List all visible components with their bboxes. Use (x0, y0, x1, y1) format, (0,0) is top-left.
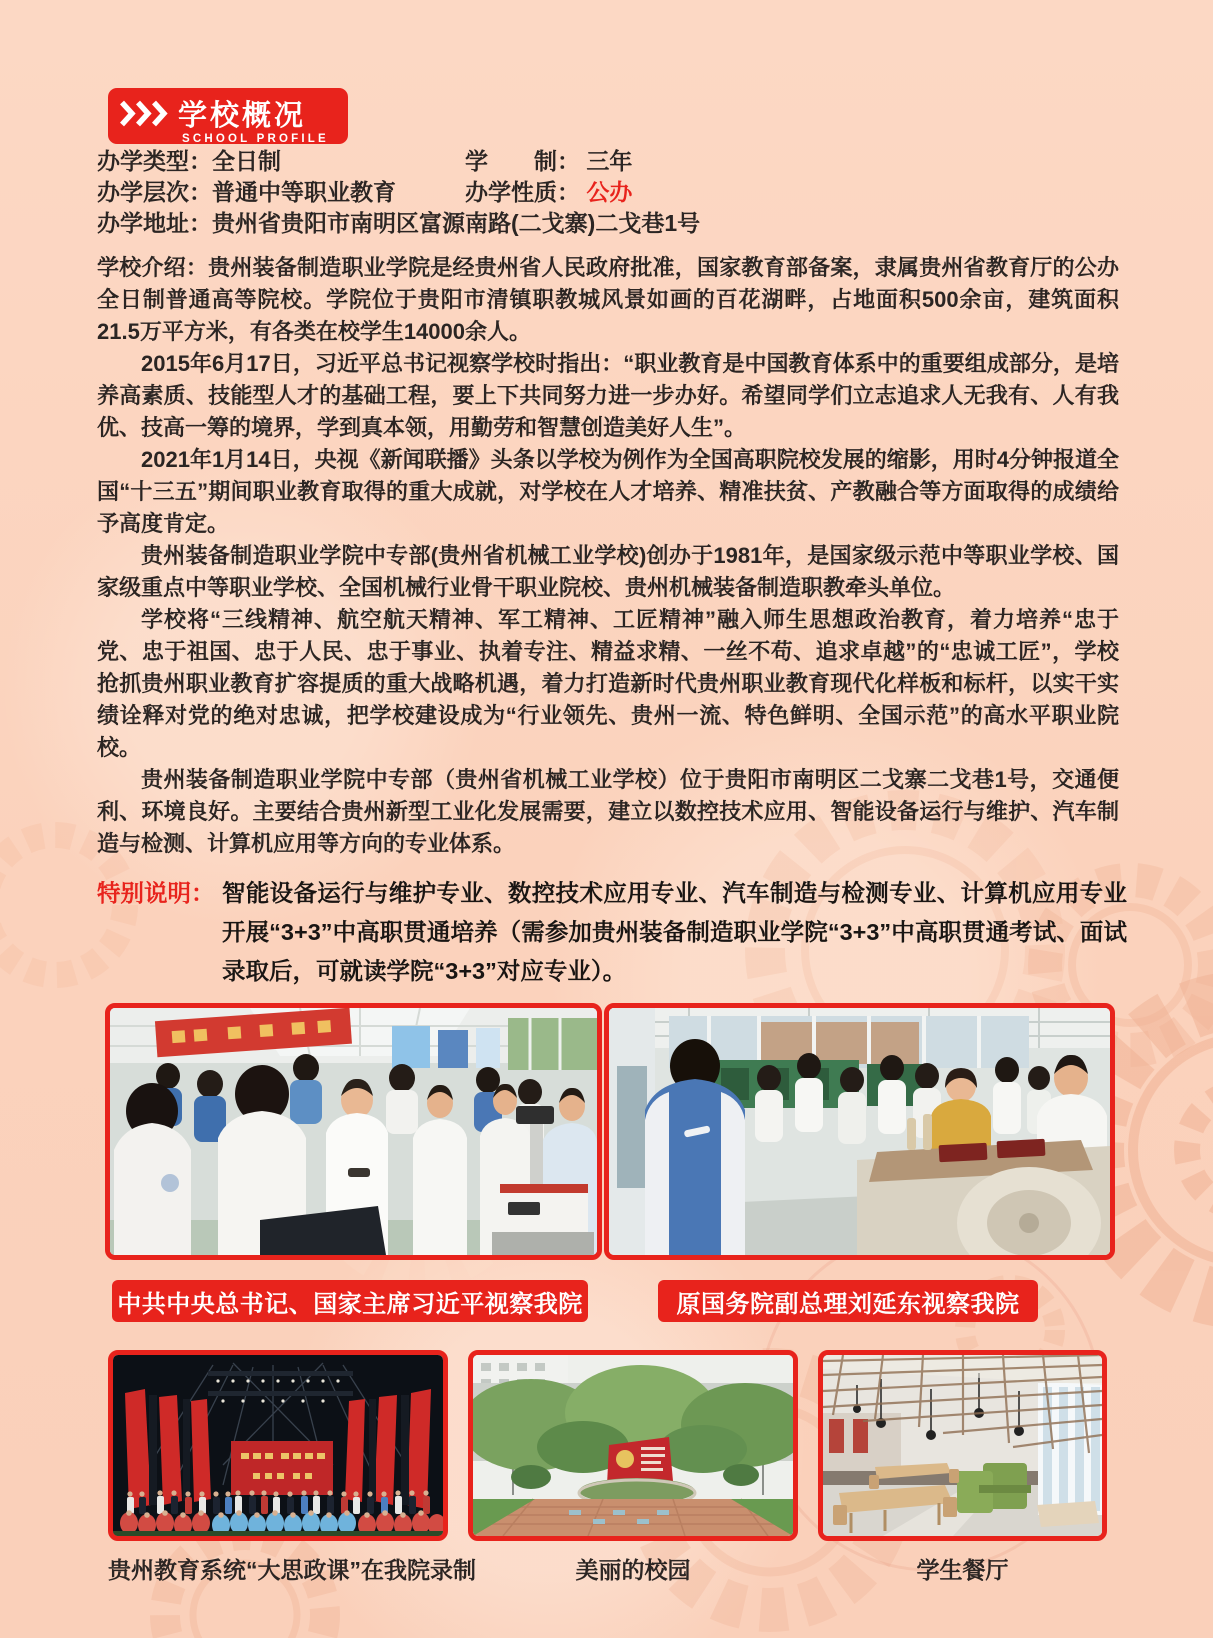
section-title: 学校概况 (178, 100, 307, 132)
caption-bar-xi-visit: 中共中央总书记、国家主席习近平视察我院 (112, 1280, 588, 1322)
level-value: 普通中等职业教育 (212, 179, 396, 205)
level-label: 办学层次： (97, 179, 212, 205)
photo-liu-yandong-visit (604, 1003, 1115, 1260)
intro-paragraph: 2015年6月17日，习近平总书记视察学校时指出：“职业教育是中国教育体系中的重要组成部分，是培养高素质、技能型人才的基础工程，要上下共同努力进一步办好。希望同学们立志追求人无我有、人有我优、技高一筹的境界，学到真本领，用勤劳和智慧创造美好人生”。 (97, 351, 1119, 440)
caption-campus: 美丽的校园 (575, 1557, 691, 1583)
intro-label: 学校介绍： (97, 255, 209, 280)
info-row-type (97, 146, 1127, 177)
special-note-label: 特别说明： (97, 880, 215, 906)
address-value: 贵州省贵阳市南明区富源南路(二戈寨)二戈巷1号 (212, 210, 701, 236)
school-introduction (97, 252, 1119, 860)
nature-value: 公办 (586, 179, 633, 205)
visit-caption-bars (0, 1280, 1213, 1322)
caption-bar-liu-visit: 原国务院副总理刘延东视察我院 (658, 1280, 1038, 1322)
caption-stage-event: 贵州教育系统“大思政课”在我院录制 (108, 1557, 476, 1583)
duration-label: 学 制： (465, 148, 580, 174)
section-subtitle-en: SCHOOL PROFILE (182, 133, 329, 145)
triple-chevron-icon (120, 100, 170, 127)
address-label: 办学地址： (97, 210, 212, 236)
type-label: 办学类型： (97, 148, 212, 174)
photo-stage-event (108, 1350, 448, 1541)
caption-student-canteen: 学生餐厅 (916, 1557, 1009, 1583)
intro-paragraph: 贵州装备制造职业学院中专部（贵州省机械工业学校）位于贵阳市南明区二戈寨二戈巷1号，交通便利、环境良好。主要结合贵州新型工业化发展需要，建立以数控技术应用、智能设备运行与维护、汽车制造与检测、计算机应用等方向的专业体系。 (97, 767, 1119, 856)
photo-xi-jinping-visit (105, 1003, 602, 1260)
intro-paragraph: 2021年1月14日，央视《新闻联播》头条以学校为例作为全国高职院校发展的缩影，用时4分钟报道全国“十三五”期间职业教育取得的重大成就，对学校在人才培养、精准扶贫、产教融合等方面取得的成绩给予高度肯定。 (97, 447, 1119, 536)
photo-campus (468, 1350, 798, 1541)
intro-text-1: 贵州装备制造职业学院是经贵州省人民政府批准，国家教育部备案，隶属贵州省教育厅的公办全日制普通高等院校。学院位于贵阳市清镇职教城风景如画的百花湖畔，占地面积500余亩，建筑面积21.5万平方米，有各类在校学生14000余人。 (97, 255, 1119, 344)
intro-paragraph: 学校将“三线精神、航空航天精神、军工精神、工匠精神”融入师生思想政治教育，着力培养“忠于党、忠于祖国、忠于人民、忠于事业、执着专注、精益求精、一丝不苟、追求卓越”的“忠诚工匠”，学校抢抓贵州职业教育扩容提质的重大战略机遇，着力打造新时代贵州职业教育现代化样板和标杆，以实干实绩诠释对党的绝对忠诚，把学校建设成为“行业领先、贵州一流、特色鲜明、全国示范”的高水平职业院校。 (97, 607, 1119, 760)
type-value: 全日制 (212, 148, 281, 174)
info-row-level (97, 177, 1127, 208)
nature-label: 办学性质： (465, 179, 580, 205)
visit-photos-row (105, 1003, 1115, 1260)
info-row-address (97, 208, 1127, 239)
basic-info (97, 146, 1127, 239)
duration-value: 三年 (586, 148, 633, 174)
campus-photos-row (108, 1350, 1108, 1541)
intro-paragraph (97, 252, 1119, 348)
photo-student-canteen (818, 1350, 1107, 1541)
intro-paragraph: 贵州装备制造职业学院中专部(贵州省机械工业学校)创办于1981年，是国家级示范中等职业学校、国家级重点中等职业学校、全国机械行业骨干职业院校、贵州机械装备制造职教牵头单位。 (97, 543, 1119, 600)
special-note (97, 874, 1127, 991)
special-note-text: 智能设备运行与维护专业、数控技术应用专业、汽车制造与检测专业、计算机应用专业开展“3+3”中高职贯通培养（需参加贵州装备制造职业学院“3+3”中高职贯通考试、面试录取后，可就读学院“3+3”对应专业）。 (222, 880, 1127, 984)
section-badge (108, 88, 348, 144)
